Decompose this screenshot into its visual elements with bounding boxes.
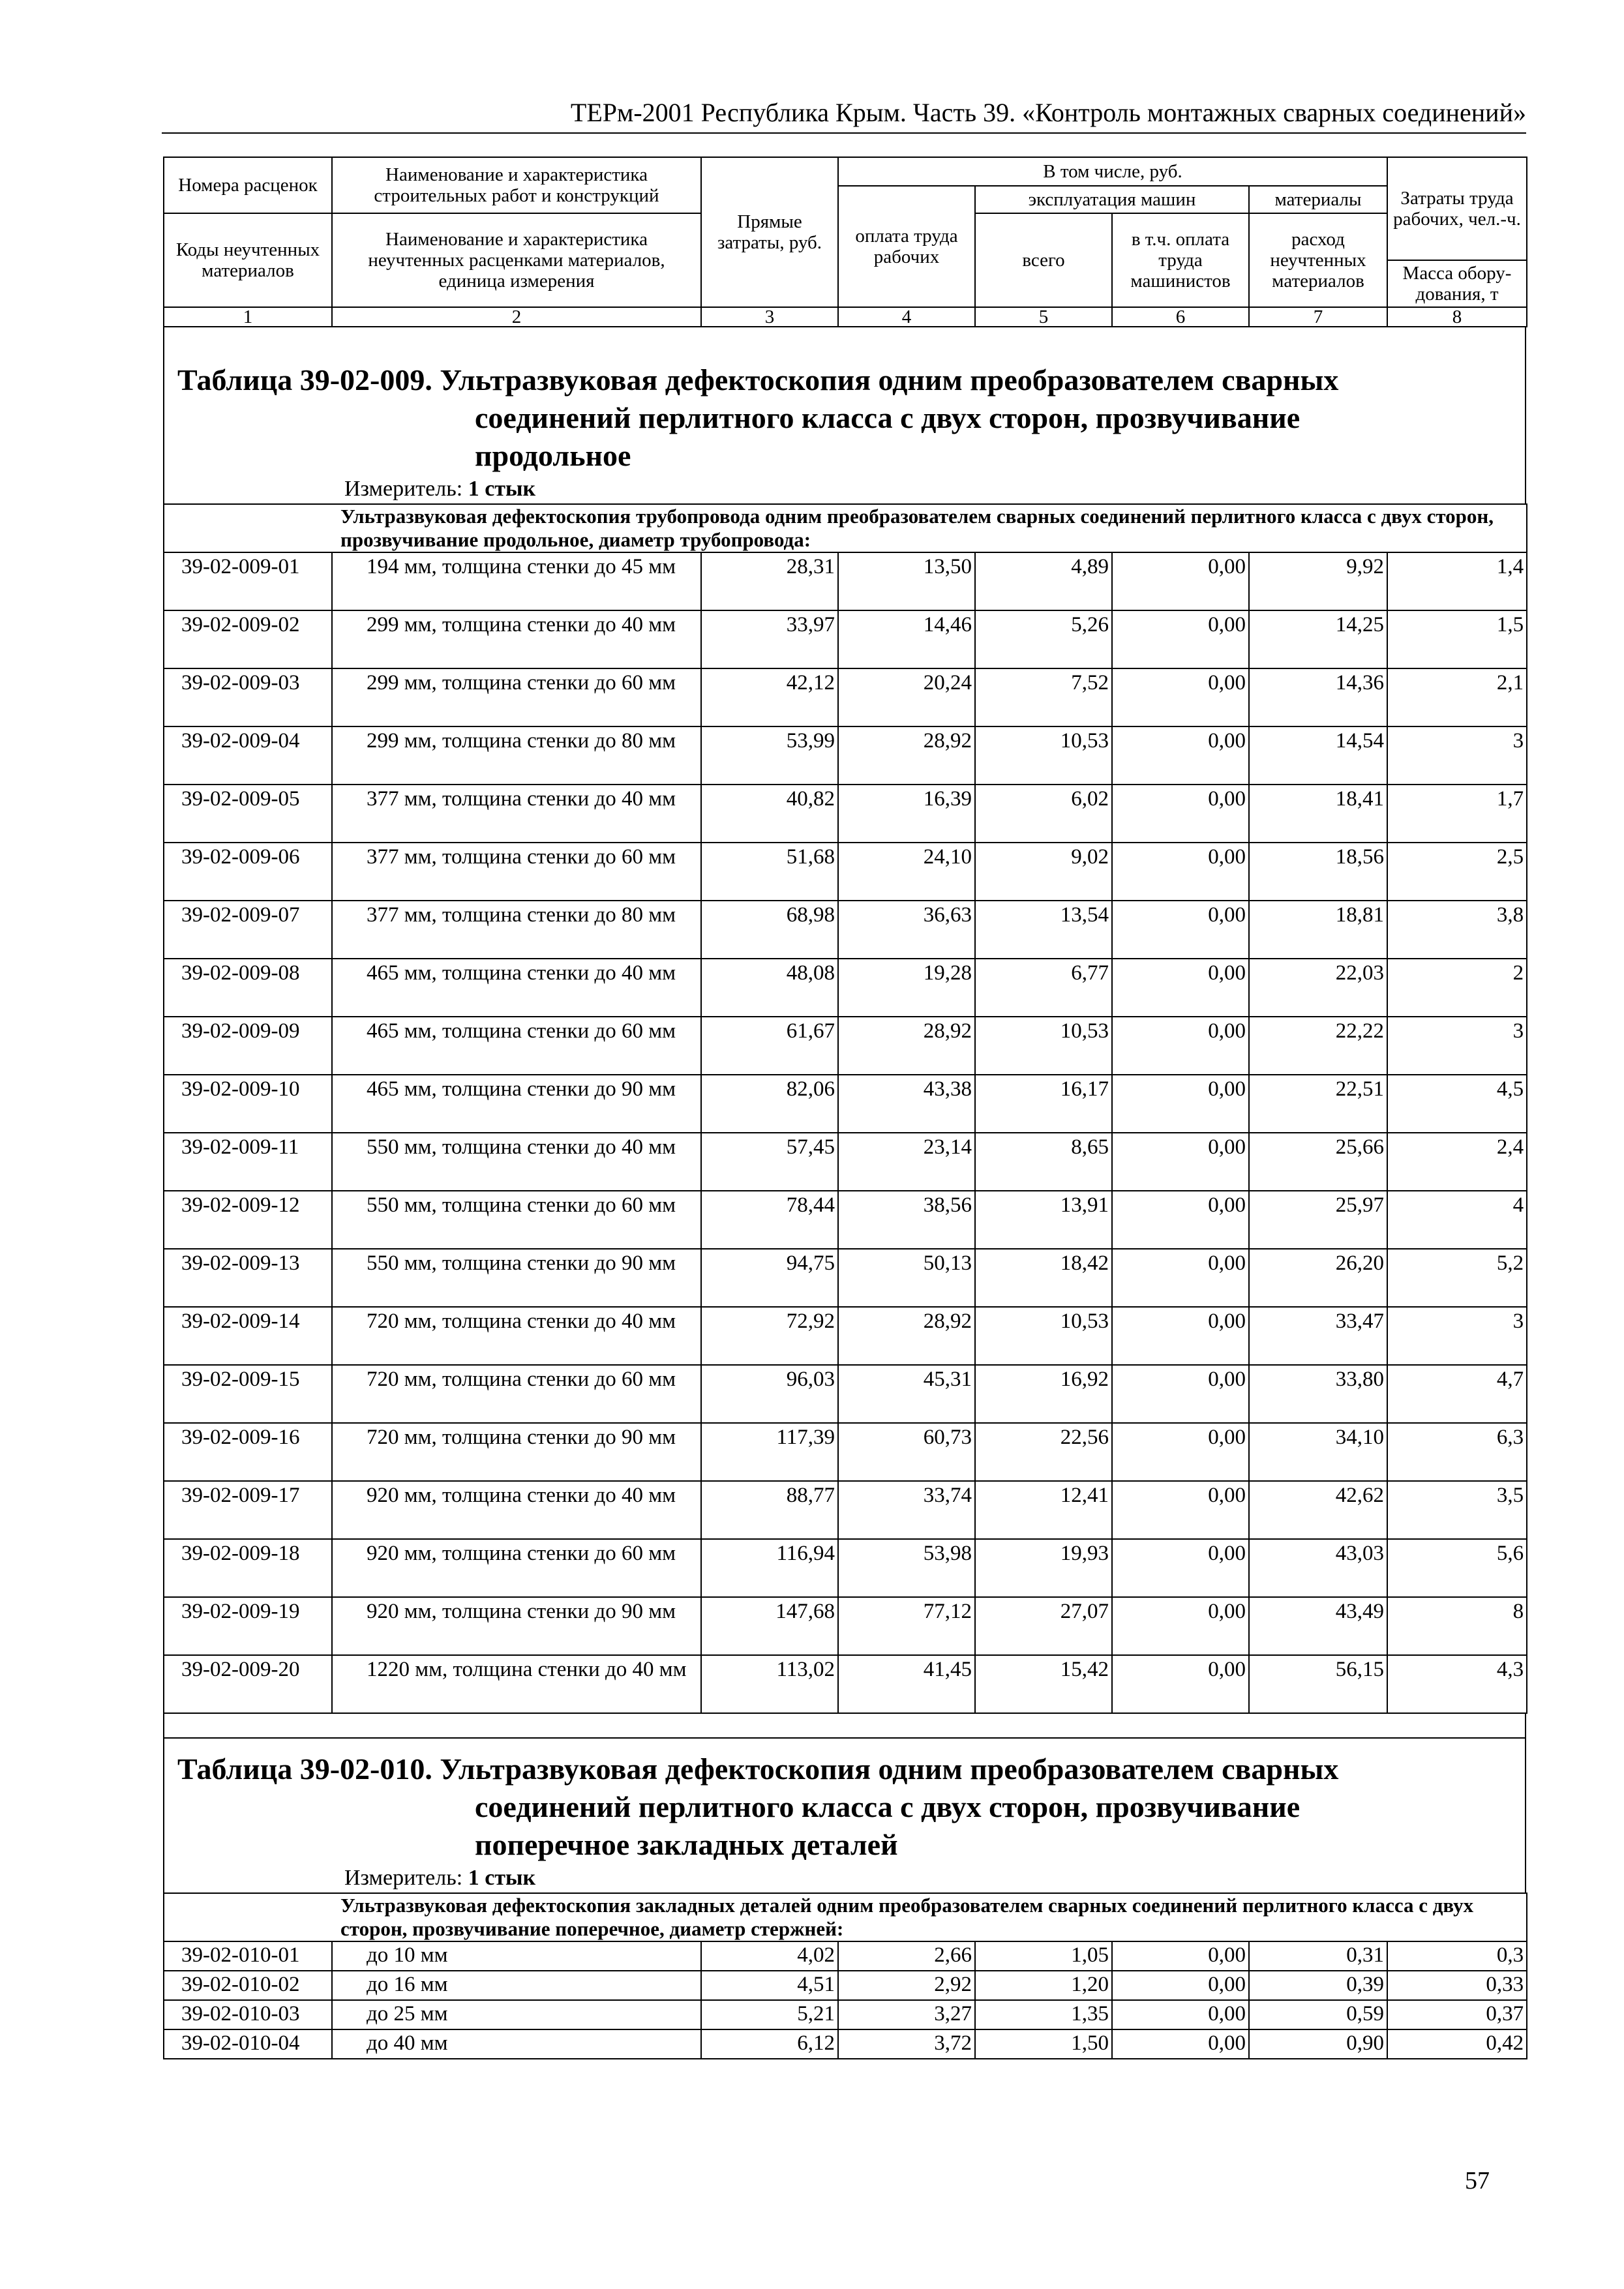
machinist-pay: 0,00 xyxy=(1112,959,1249,1017)
labor-hours: 4,5 xyxy=(1387,1075,1527,1133)
table-row xyxy=(164,1423,1527,1481)
column-number: 7 xyxy=(1249,307,1387,327)
rate-code: 39-02-009-14 xyxy=(164,1307,332,1365)
machine-total: 7,52 xyxy=(975,668,1112,726)
direct-cost: 68,98 xyxy=(701,901,838,959)
work-description: до 40 мм xyxy=(332,2029,701,2059)
table-row xyxy=(164,1655,1527,1713)
labor-pay: 28,92 xyxy=(838,1017,975,1075)
work-description: 550 мм, толщина стенки до 90 мм xyxy=(332,1249,701,1307)
table-row xyxy=(164,726,1527,785)
page-number: 57 xyxy=(1465,2167,1490,2194)
rate-code: 39-02-009-11 xyxy=(164,1133,332,1191)
labor-hours: 4 xyxy=(1387,1191,1527,1249)
machine-total: 22,56 xyxy=(975,1423,1112,1481)
table-row xyxy=(164,1941,1527,1971)
direct-cost: 88,77 xyxy=(701,1481,838,1539)
labor-pay: 45,31 xyxy=(838,1365,975,1423)
table-title-line3: продольное xyxy=(475,439,631,472)
col6-header: в т.ч. оплата труда машинистов xyxy=(1112,213,1249,307)
document-page xyxy=(163,157,1526,2059)
labor-pay: 38,56 xyxy=(838,1191,975,1249)
machine-total: 16,92 xyxy=(975,1365,1112,1423)
table-row xyxy=(164,1539,1527,1597)
col1-top-header: Номера расценок xyxy=(164,157,332,213)
rate-code: 39-02-009-03 xyxy=(164,668,332,726)
materials-header: материалы xyxy=(1249,186,1387,213)
labor-hours: 0,33 xyxy=(1387,1971,1527,2000)
machine-total: 27,07 xyxy=(975,1597,1112,1655)
direct-cost: 33,97 xyxy=(701,610,838,668)
direct-cost: 28,31 xyxy=(701,552,838,610)
table-spacer xyxy=(163,1714,1526,1737)
rate-code: 39-02-009-16 xyxy=(164,1423,332,1481)
measurer-value: 1 стык xyxy=(468,477,536,501)
materials-cost: 22,22 xyxy=(1249,1017,1387,1075)
machinist-pay: 0,00 xyxy=(1112,1597,1249,1655)
materials-cost: 14,36 xyxy=(1249,668,1387,726)
materials-cost: 26,20 xyxy=(1249,1249,1387,1307)
machinist-pay: 0,00 xyxy=(1112,1017,1249,1075)
labor-pay: 3,27 xyxy=(838,2000,975,2029)
labor-pay: 28,92 xyxy=(838,726,975,785)
machines-header: эксплуатация машин xyxy=(975,186,1249,213)
table-title xyxy=(164,1739,1525,1864)
column-number: 2 xyxy=(332,307,701,327)
measurer-value: 1 стык xyxy=(468,1866,536,1890)
direct-cost: 51,68 xyxy=(701,843,838,901)
work-description: 465 мм, толщина стенки до 90 мм xyxy=(332,1075,701,1133)
column-number: 5 xyxy=(975,307,1112,327)
labor-pay: 33,74 xyxy=(838,1481,975,1539)
table-title-line2: соединений перлитного класса с двух сторон, прозвучивание xyxy=(475,401,1301,434)
labor-hours: 0,42 xyxy=(1387,2029,1527,2059)
materials-cost: 34,10 xyxy=(1249,1423,1387,1481)
labor-pay: 2,92 xyxy=(838,1971,975,2000)
work-description: до 25 мм xyxy=(332,2000,701,2029)
direct-cost: 113,02 xyxy=(701,1655,838,1713)
labor-hours: 8 xyxy=(1387,1597,1527,1655)
direct-cost: 6,12 xyxy=(701,2029,838,2059)
table-row xyxy=(164,1597,1527,1655)
work-description: 299 мм, толщина стенки до 60 мм xyxy=(332,668,701,726)
rate-code: 39-02-010-02 xyxy=(164,1971,332,2000)
table-39-02-009-heading xyxy=(163,327,1526,503)
rate-code: 39-02-009-07 xyxy=(164,901,332,959)
materials-cost: 25,66 xyxy=(1249,1133,1387,1191)
measurer xyxy=(164,475,1525,503)
labor-pay: 41,45 xyxy=(838,1655,975,1713)
machinist-pay: 0,00 xyxy=(1112,2029,1249,2059)
machinist-pay: 0,00 xyxy=(1112,1249,1249,1307)
rate-code: 39-02-009-08 xyxy=(164,959,332,1017)
machine-total: 13,54 xyxy=(975,901,1112,959)
materials-cost: 14,25 xyxy=(1249,610,1387,668)
table-row xyxy=(164,552,1527,610)
header-rule xyxy=(162,132,1526,134)
work-description: 465 мм, толщина стенки до 60 мм xyxy=(332,1017,701,1075)
machinist-pay: 0,00 xyxy=(1112,1655,1249,1713)
work-description: 550 мм, толщина стенки до 40 мм xyxy=(332,1133,701,1191)
work-description: 299 мм, толщина стенки до 40 мм xyxy=(332,610,701,668)
materials-cost: 33,47 xyxy=(1249,1307,1387,1365)
table-title xyxy=(164,327,1525,475)
work-description: 1220 мм, толщина стенки до 40 мм xyxy=(332,1655,701,1713)
labor-hours: 3 xyxy=(1387,1307,1527,1365)
direct-cost: 42,12 xyxy=(701,668,838,726)
work-description: 377 мм, толщина стенки до 40 мм xyxy=(332,785,701,843)
rate-code: 39-02-009-02 xyxy=(164,610,332,668)
column-number: 1 xyxy=(164,307,332,327)
table-39-02-009 xyxy=(163,503,1527,1714)
machine-total: 1,35 xyxy=(975,2000,1112,2029)
labor-hours: 3,5 xyxy=(1387,1481,1527,1539)
machine-total: 12,41 xyxy=(975,1481,1112,1539)
direct-cost: 116,94 xyxy=(701,1539,838,1597)
labor-pay: 24,10 xyxy=(838,843,975,901)
machinist-pay: 0,00 xyxy=(1112,1539,1249,1597)
machine-total: 10,53 xyxy=(975,1307,1112,1365)
table-row xyxy=(164,843,1527,901)
work-description: 720 мм, толщина стенки до 90 мм xyxy=(332,1423,701,1481)
work-description: 377 мм, толщина стенки до 60 мм xyxy=(332,843,701,901)
table-intro: Ультразвуковая дефектоскопия закладных деталей одним преобразователем сварных соединений перлитного класса с двух сторон, прозвучивание поперечное, диаметр стержней: xyxy=(164,1893,1527,1941)
rate-code: 39-02-009-17 xyxy=(164,1481,332,1539)
rate-code: 39-02-009-12 xyxy=(164,1191,332,1249)
labor-hours: 2,4 xyxy=(1387,1133,1527,1191)
rate-code: 39-02-009-10 xyxy=(164,1075,332,1133)
machinist-pay: 0,00 xyxy=(1112,1481,1249,1539)
machinist-pay: 0,00 xyxy=(1112,785,1249,843)
work-description: 377 мм, толщина стенки до 80 мм xyxy=(332,901,701,959)
incl-header: В том числе, руб. xyxy=(838,157,1387,186)
labor-hours: 4,7 xyxy=(1387,1365,1527,1423)
materials-cost: 56,15 xyxy=(1249,1655,1387,1713)
labor-pay: 16,39 xyxy=(838,785,975,843)
table-row xyxy=(164,2000,1527,2029)
direct-cost: 4,51 xyxy=(701,1971,838,2000)
machinist-pay: 0,00 xyxy=(1112,552,1249,610)
machine-total: 13,91 xyxy=(975,1191,1112,1249)
materials-cost: 42,62 xyxy=(1249,1481,1387,1539)
labor-hours: 6,3 xyxy=(1387,1423,1527,1481)
table-title-line1: Таблица 39-02-009. Ультразвуковая дефектоскопия одним преобразователем сварных xyxy=(177,363,1339,396)
direct-cost: 40,82 xyxy=(701,785,838,843)
col3-header: Прямые затраты, руб. xyxy=(701,157,838,307)
machinist-pay: 0,00 xyxy=(1112,1133,1249,1191)
machine-total: 10,53 xyxy=(975,1017,1112,1075)
labor-pay: 19,28 xyxy=(838,959,975,1017)
table-row xyxy=(164,1307,1527,1365)
table-title-line1: Таблица 39-02-010. Ультразвуковая дефектоскопия одним преобразователем сварных xyxy=(177,1752,1339,1786)
table-row xyxy=(164,1971,1527,2000)
machine-total: 8,65 xyxy=(975,1133,1112,1191)
col7-header: расход неучтенных материалов xyxy=(1249,213,1387,307)
machine-total: 1,05 xyxy=(975,1941,1112,1971)
direct-cost: 57,45 xyxy=(701,1133,838,1191)
materials-cost: 22,51 xyxy=(1249,1075,1387,1133)
table-row xyxy=(164,1365,1527,1423)
rate-code: 39-02-010-04 xyxy=(164,2029,332,2059)
labor-pay: 53,98 xyxy=(838,1539,975,1597)
machinist-pay: 0,00 xyxy=(1112,1365,1249,1423)
table-39-02-010-heading xyxy=(163,1737,1526,1893)
table-row xyxy=(164,2029,1527,2059)
col5-header: всего xyxy=(975,213,1112,307)
work-description: 720 мм, толщина стенки до 60 мм xyxy=(332,1365,701,1423)
machine-total: 10,53 xyxy=(975,726,1112,785)
materials-cost: 9,92 xyxy=(1249,552,1387,610)
table-title-line2: соединений перлитного класса с двух сторон, прозвучивание xyxy=(475,1790,1301,1823)
col4-header: оплата труда рабочих xyxy=(838,186,975,307)
materials-cost: 43,49 xyxy=(1249,1597,1387,1655)
labor-hours: 1,4 xyxy=(1387,552,1527,610)
materials-cost: 0,90 xyxy=(1249,2029,1387,2059)
machine-total: 6,77 xyxy=(975,959,1112,1017)
machinist-pay: 0,00 xyxy=(1112,2000,1249,2029)
labor-pay: 60,73 xyxy=(838,1423,975,1481)
labor-hours: 3 xyxy=(1387,1017,1527,1075)
machinist-pay: 0,00 xyxy=(1112,1971,1249,2000)
materials-cost: 0,59 xyxy=(1249,2000,1387,2029)
direct-cost: 82,06 xyxy=(701,1075,838,1133)
materials-cost: 18,56 xyxy=(1249,843,1387,901)
labor-pay: 28,92 xyxy=(838,1307,975,1365)
labor-pay: 36,63 xyxy=(838,901,975,959)
labor-pay: 50,13 xyxy=(838,1249,975,1307)
col8-top-header: Затраты труда рабочих, чел.-ч. xyxy=(1387,157,1527,260)
col1-bottom-header: Коды неучтенных материалов xyxy=(164,213,332,307)
work-description: до 16 мм xyxy=(332,1971,701,2000)
work-description: 550 мм, толщина стенки до 60 мм xyxy=(332,1191,701,1249)
rate-code: 39-02-009-06 xyxy=(164,843,332,901)
materials-cost: 25,97 xyxy=(1249,1191,1387,1249)
work-description: 465 мм, толщина стенки до 40 мм xyxy=(332,959,701,1017)
machinist-pay: 0,00 xyxy=(1112,668,1249,726)
table-row xyxy=(164,901,1527,959)
rate-code: 39-02-009-13 xyxy=(164,1249,332,1307)
machine-total: 1,50 xyxy=(975,2029,1112,2059)
work-description: 299 мм, толщина стенки до 80 мм xyxy=(332,726,701,785)
labor-hours: 2 xyxy=(1387,959,1527,1017)
machinist-pay: 0,00 xyxy=(1112,843,1249,901)
materials-cost: 18,41 xyxy=(1249,785,1387,843)
machinist-pay: 0,00 xyxy=(1112,1307,1249,1365)
labor-pay: 20,24 xyxy=(838,668,975,726)
labor-hours: 2,5 xyxy=(1387,843,1527,901)
labor-pay: 77,12 xyxy=(838,1597,975,1655)
machinist-pay: 0,00 xyxy=(1112,1423,1249,1481)
rate-code: 39-02-009-01 xyxy=(164,552,332,610)
machine-total: 4,89 xyxy=(975,552,1112,610)
col2-bottom-header: Наименование и характеристика неучтенных расценками материалов, единица измерения xyxy=(332,213,701,307)
direct-cost: 117,39 xyxy=(701,1423,838,1481)
direct-cost: 72,92 xyxy=(701,1307,838,1365)
direct-cost: 147,68 xyxy=(701,1597,838,1655)
measurer xyxy=(164,1864,1525,1893)
machine-total: 6,02 xyxy=(975,785,1112,843)
col2-top-header: Наименование и характеристика строительных работ и конструкций xyxy=(332,157,701,213)
labor-pay: 23,14 xyxy=(838,1133,975,1191)
direct-cost: 96,03 xyxy=(701,1365,838,1423)
materials-cost: 0,31 xyxy=(1249,1941,1387,1971)
rate-code: 39-02-009-19 xyxy=(164,1597,332,1655)
table-title-line3: поперечное закладных деталей xyxy=(475,1828,898,1861)
labor-pay: 2,66 xyxy=(838,1941,975,1971)
col8-bottom-header: Масса обору-дования, т xyxy=(1387,260,1527,307)
page-header-title: ТЕРм-2001 Республика Крым. Часть 39. «Контроль монтажных сварных соединений» xyxy=(570,98,1526,127)
materials-cost: 14,54 xyxy=(1249,726,1387,785)
machinist-pay: 0,00 xyxy=(1112,1941,1249,1971)
machinist-pay: 0,00 xyxy=(1112,610,1249,668)
direct-cost: 61,67 xyxy=(701,1017,838,1075)
direct-cost: 48,08 xyxy=(701,959,838,1017)
machinist-pay: 0,00 xyxy=(1112,1075,1249,1133)
direct-cost: 5,21 xyxy=(701,2000,838,2029)
labor-hours: 1,7 xyxy=(1387,785,1527,843)
column-number: 3 xyxy=(701,307,838,327)
labor-hours: 5,2 xyxy=(1387,1249,1527,1307)
direct-cost: 78,44 xyxy=(701,1191,838,1249)
labor-hours: 3,8 xyxy=(1387,901,1527,959)
machinist-pay: 0,00 xyxy=(1112,1191,1249,1249)
machine-total: 9,02 xyxy=(975,843,1112,901)
measurer-label: Измеритель: xyxy=(344,1866,463,1890)
machine-total: 5,26 xyxy=(975,610,1112,668)
table-row xyxy=(164,1249,1527,1307)
labor-hours: 0,3 xyxy=(1387,1941,1527,1971)
work-description: до 10 мм xyxy=(332,1941,701,1971)
labor-hours: 2,1 xyxy=(1387,668,1527,726)
machine-total: 1,20 xyxy=(975,1971,1112,2000)
labor-hours: 0,37 xyxy=(1387,2000,1527,2029)
table-row xyxy=(164,1075,1527,1133)
labor-pay: 43,38 xyxy=(838,1075,975,1133)
rate-code: 39-02-009-09 xyxy=(164,1017,332,1075)
machine-total: 19,93 xyxy=(975,1539,1112,1597)
work-description: 920 мм, толщина стенки до 60 мм xyxy=(332,1539,701,1597)
table-row xyxy=(164,1191,1527,1249)
direct-cost: 94,75 xyxy=(701,1249,838,1307)
materials-cost: 43,03 xyxy=(1249,1539,1387,1597)
measurer-label: Измеритель: xyxy=(344,477,463,501)
work-description: 720 мм, толщина стенки до 40 мм xyxy=(332,1307,701,1365)
labor-hours: 4,3 xyxy=(1387,1655,1527,1713)
column-number: 8 xyxy=(1387,307,1527,327)
machine-total: 18,42 xyxy=(975,1249,1112,1307)
rate-code: 39-02-009-05 xyxy=(164,785,332,843)
labor-pay: 14,46 xyxy=(838,610,975,668)
rate-code: 39-02-009-04 xyxy=(164,726,332,785)
work-description: 920 мм, толщина стенки до 90 мм xyxy=(332,1597,701,1655)
materials-cost: 18,81 xyxy=(1249,901,1387,959)
rate-code: 39-02-009-15 xyxy=(164,1365,332,1423)
rate-code: 39-02-010-03 xyxy=(164,2000,332,2029)
materials-cost: 33,80 xyxy=(1249,1365,1387,1423)
labor-hours: 5,6 xyxy=(1387,1539,1527,1597)
column-header-table xyxy=(163,157,1527,327)
table-row xyxy=(164,1017,1527,1075)
materials-cost: 0,39 xyxy=(1249,1971,1387,2000)
table-39-02-010 xyxy=(163,1893,1527,2059)
table-row xyxy=(164,668,1527,726)
machine-total: 15,42 xyxy=(975,1655,1112,1713)
rate-code: 39-02-009-20 xyxy=(164,1655,332,1713)
rate-code: 39-02-010-01 xyxy=(164,1941,332,1971)
direct-cost: 53,99 xyxy=(701,726,838,785)
machinist-pay: 0,00 xyxy=(1112,901,1249,959)
table-row xyxy=(164,959,1527,1017)
table-row xyxy=(164,1481,1527,1539)
labor-hours: 3 xyxy=(1387,726,1527,785)
labor-pay: 3,72 xyxy=(838,2029,975,2059)
table-row xyxy=(164,610,1527,668)
work-description: 194 мм, толщина стенки до 45 мм xyxy=(332,552,701,610)
work-description: 920 мм, толщина стенки до 40 мм xyxy=(332,1481,701,1539)
direct-cost: 4,02 xyxy=(701,1941,838,1971)
column-number: 4 xyxy=(838,307,975,327)
labor-pay: 13,50 xyxy=(838,552,975,610)
rate-code: 39-02-009-18 xyxy=(164,1539,332,1597)
machine-total: 16,17 xyxy=(975,1075,1112,1133)
labor-hours: 1,5 xyxy=(1387,610,1527,668)
materials-cost: 22,03 xyxy=(1249,959,1387,1017)
table-row xyxy=(164,785,1527,843)
table-intro: Ультразвуковая дефектоскопия трубопровода одним преобразователем сварных соединений перлитного класса с двух сторон, прозвучивание продольное, диаметр трубопровода: xyxy=(164,504,1527,552)
column-number: 6 xyxy=(1112,307,1249,327)
machinist-pay: 0,00 xyxy=(1112,726,1249,785)
table-row xyxy=(164,1133,1527,1191)
